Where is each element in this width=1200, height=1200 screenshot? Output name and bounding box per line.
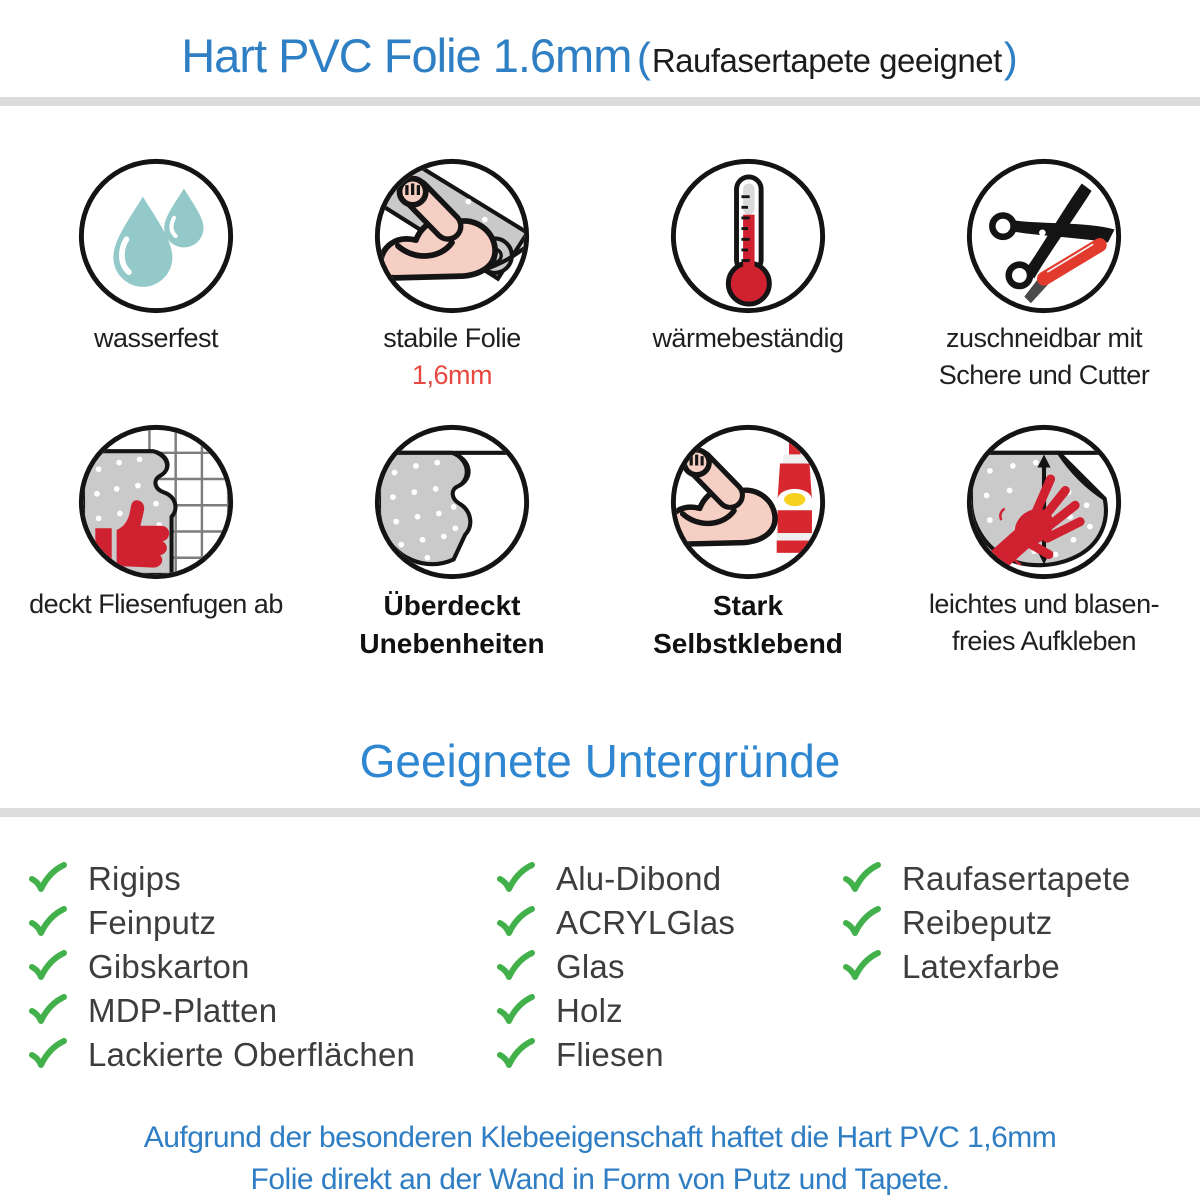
check-icon bbox=[496, 906, 536, 939]
title-main: Hart PVC Folie 1.6mm bbox=[181, 29, 632, 82]
feature-label: Überdeckt bbox=[383, 589, 521, 621]
check-icon bbox=[28, 994, 68, 1027]
check-icon bbox=[842, 950, 882, 983]
surface-label: Alu-Dibond bbox=[556, 859, 722, 897]
footer-line-2: Folie direkt an der Wand in Form von Putz und Tapete. bbox=[250, 1163, 950, 1197]
feature-label: leichtes und blasen- bbox=[928, 588, 1160, 619]
surface-label: Reibeputz bbox=[902, 903, 1053, 941]
feature-selbstklebend bbox=[600, 420, 896, 660]
footer-note bbox=[0, 1117, 1200, 1200]
check-icon bbox=[28, 862, 68, 895]
feature-wasserfest bbox=[8, 154, 304, 392]
list-item bbox=[28, 901, 496, 945]
surface-label: Lackierte Oberflächen bbox=[88, 1035, 416, 1073]
list-item bbox=[842, 901, 1200, 945]
scissors-cutter-icon bbox=[962, 154, 1126, 318]
list-item bbox=[842, 945, 1200, 989]
check-icon bbox=[842, 862, 882, 895]
page-title bbox=[0, 0, 1200, 83]
surfaces-list bbox=[0, 857, 1200, 1077]
list-item bbox=[28, 945, 496, 989]
list-item bbox=[496, 945, 842, 989]
surfaces-column-3 bbox=[842, 857, 1200, 1077]
list-item bbox=[28, 1033, 496, 1077]
feature-waermebestaendig bbox=[600, 154, 896, 392]
surface-label: Gibskarton bbox=[88, 947, 250, 985]
surface-label: ACRYLGlas bbox=[556, 903, 736, 941]
tile-thumb-up-icon bbox=[74, 420, 238, 584]
title-note: Raufasertapete geeignet bbox=[651, 42, 1002, 79]
surfaces-heading: Geeignete Untergründe bbox=[359, 734, 841, 787]
surface-label: Holz bbox=[556, 991, 623, 1029]
check-icon bbox=[496, 1038, 536, 1071]
list-item bbox=[842, 857, 1200, 901]
list-item bbox=[28, 989, 496, 1033]
feature-label: deckt Fliesenfugen ab bbox=[29, 588, 283, 619]
list-item bbox=[28, 857, 496, 901]
check-icon bbox=[28, 1038, 68, 1071]
divider-bar-top bbox=[0, 97, 1200, 106]
surface-label: MDP-Platten bbox=[88, 991, 278, 1029]
divider-bar-middle bbox=[0, 808, 1200, 817]
check-icon bbox=[496, 862, 536, 895]
surfaces-column-1 bbox=[28, 857, 496, 1077]
feature-unebenheiten bbox=[304, 420, 600, 660]
foil-folded-corner-icon bbox=[370, 420, 534, 584]
check-icon bbox=[496, 950, 536, 983]
feature-label-2: Schere und Cutter bbox=[938, 359, 1150, 390]
thermometer-icon bbox=[666, 154, 830, 318]
feature-grid bbox=[0, 154, 1200, 660]
feature-label-2: freies Aufkleben bbox=[951, 625, 1137, 656]
check-icon bbox=[496, 994, 536, 1027]
surfaces-column-2 bbox=[496, 857, 842, 1077]
muscle-foil-roll-icon bbox=[370, 154, 534, 318]
feature-label-2: Selbstklebend bbox=[653, 627, 843, 659]
surface-label: Latexfarbe bbox=[902, 947, 1060, 985]
feature-aufkleben bbox=[896, 420, 1192, 660]
muscle-glue-tube-icon bbox=[666, 420, 830, 584]
feature-label: wasserfest bbox=[93, 323, 219, 353]
feature-fliesenfugen bbox=[8, 420, 304, 660]
check-icon bbox=[28, 950, 68, 983]
footer-line-1: Aufgrund der besonderen Klebeeigenschaft haftet die Hart PVC 1,6mm bbox=[143, 1120, 1057, 1154]
list-item bbox=[496, 989, 842, 1033]
hand-smoothing-foil-icon bbox=[962, 420, 1126, 584]
check-icon bbox=[842, 906, 882, 939]
list-item bbox=[496, 857, 842, 901]
title-close-paren: ) bbox=[1003, 34, 1017, 81]
feature-label-2: Unebenheiten bbox=[359, 627, 545, 659]
feature-label: wärmebeständig bbox=[652, 323, 844, 353]
check-icon bbox=[28, 906, 68, 939]
list-item bbox=[496, 1033, 842, 1077]
feature-label: zuschneidbar mit bbox=[945, 323, 1143, 353]
surface-label: Glas bbox=[556, 947, 625, 985]
surface-label: Rigips bbox=[88, 859, 181, 897]
feature-stabile-folie bbox=[304, 154, 600, 392]
feature-sublabel-thickness: 1,6mm bbox=[411, 359, 493, 390]
list-item bbox=[496, 901, 842, 945]
title-open-paren: ( bbox=[636, 34, 650, 81]
surface-label: Raufasertapete bbox=[902, 859, 1131, 897]
surface-label: Feinputz bbox=[88, 903, 217, 941]
feature-zuschneidbar bbox=[896, 154, 1192, 392]
surface-label: Fliesen bbox=[556, 1035, 664, 1073]
water-drops-icon bbox=[74, 154, 238, 318]
feature-label: stabile Folie bbox=[383, 323, 521, 353]
feature-label: Stark bbox=[712, 589, 784, 621]
